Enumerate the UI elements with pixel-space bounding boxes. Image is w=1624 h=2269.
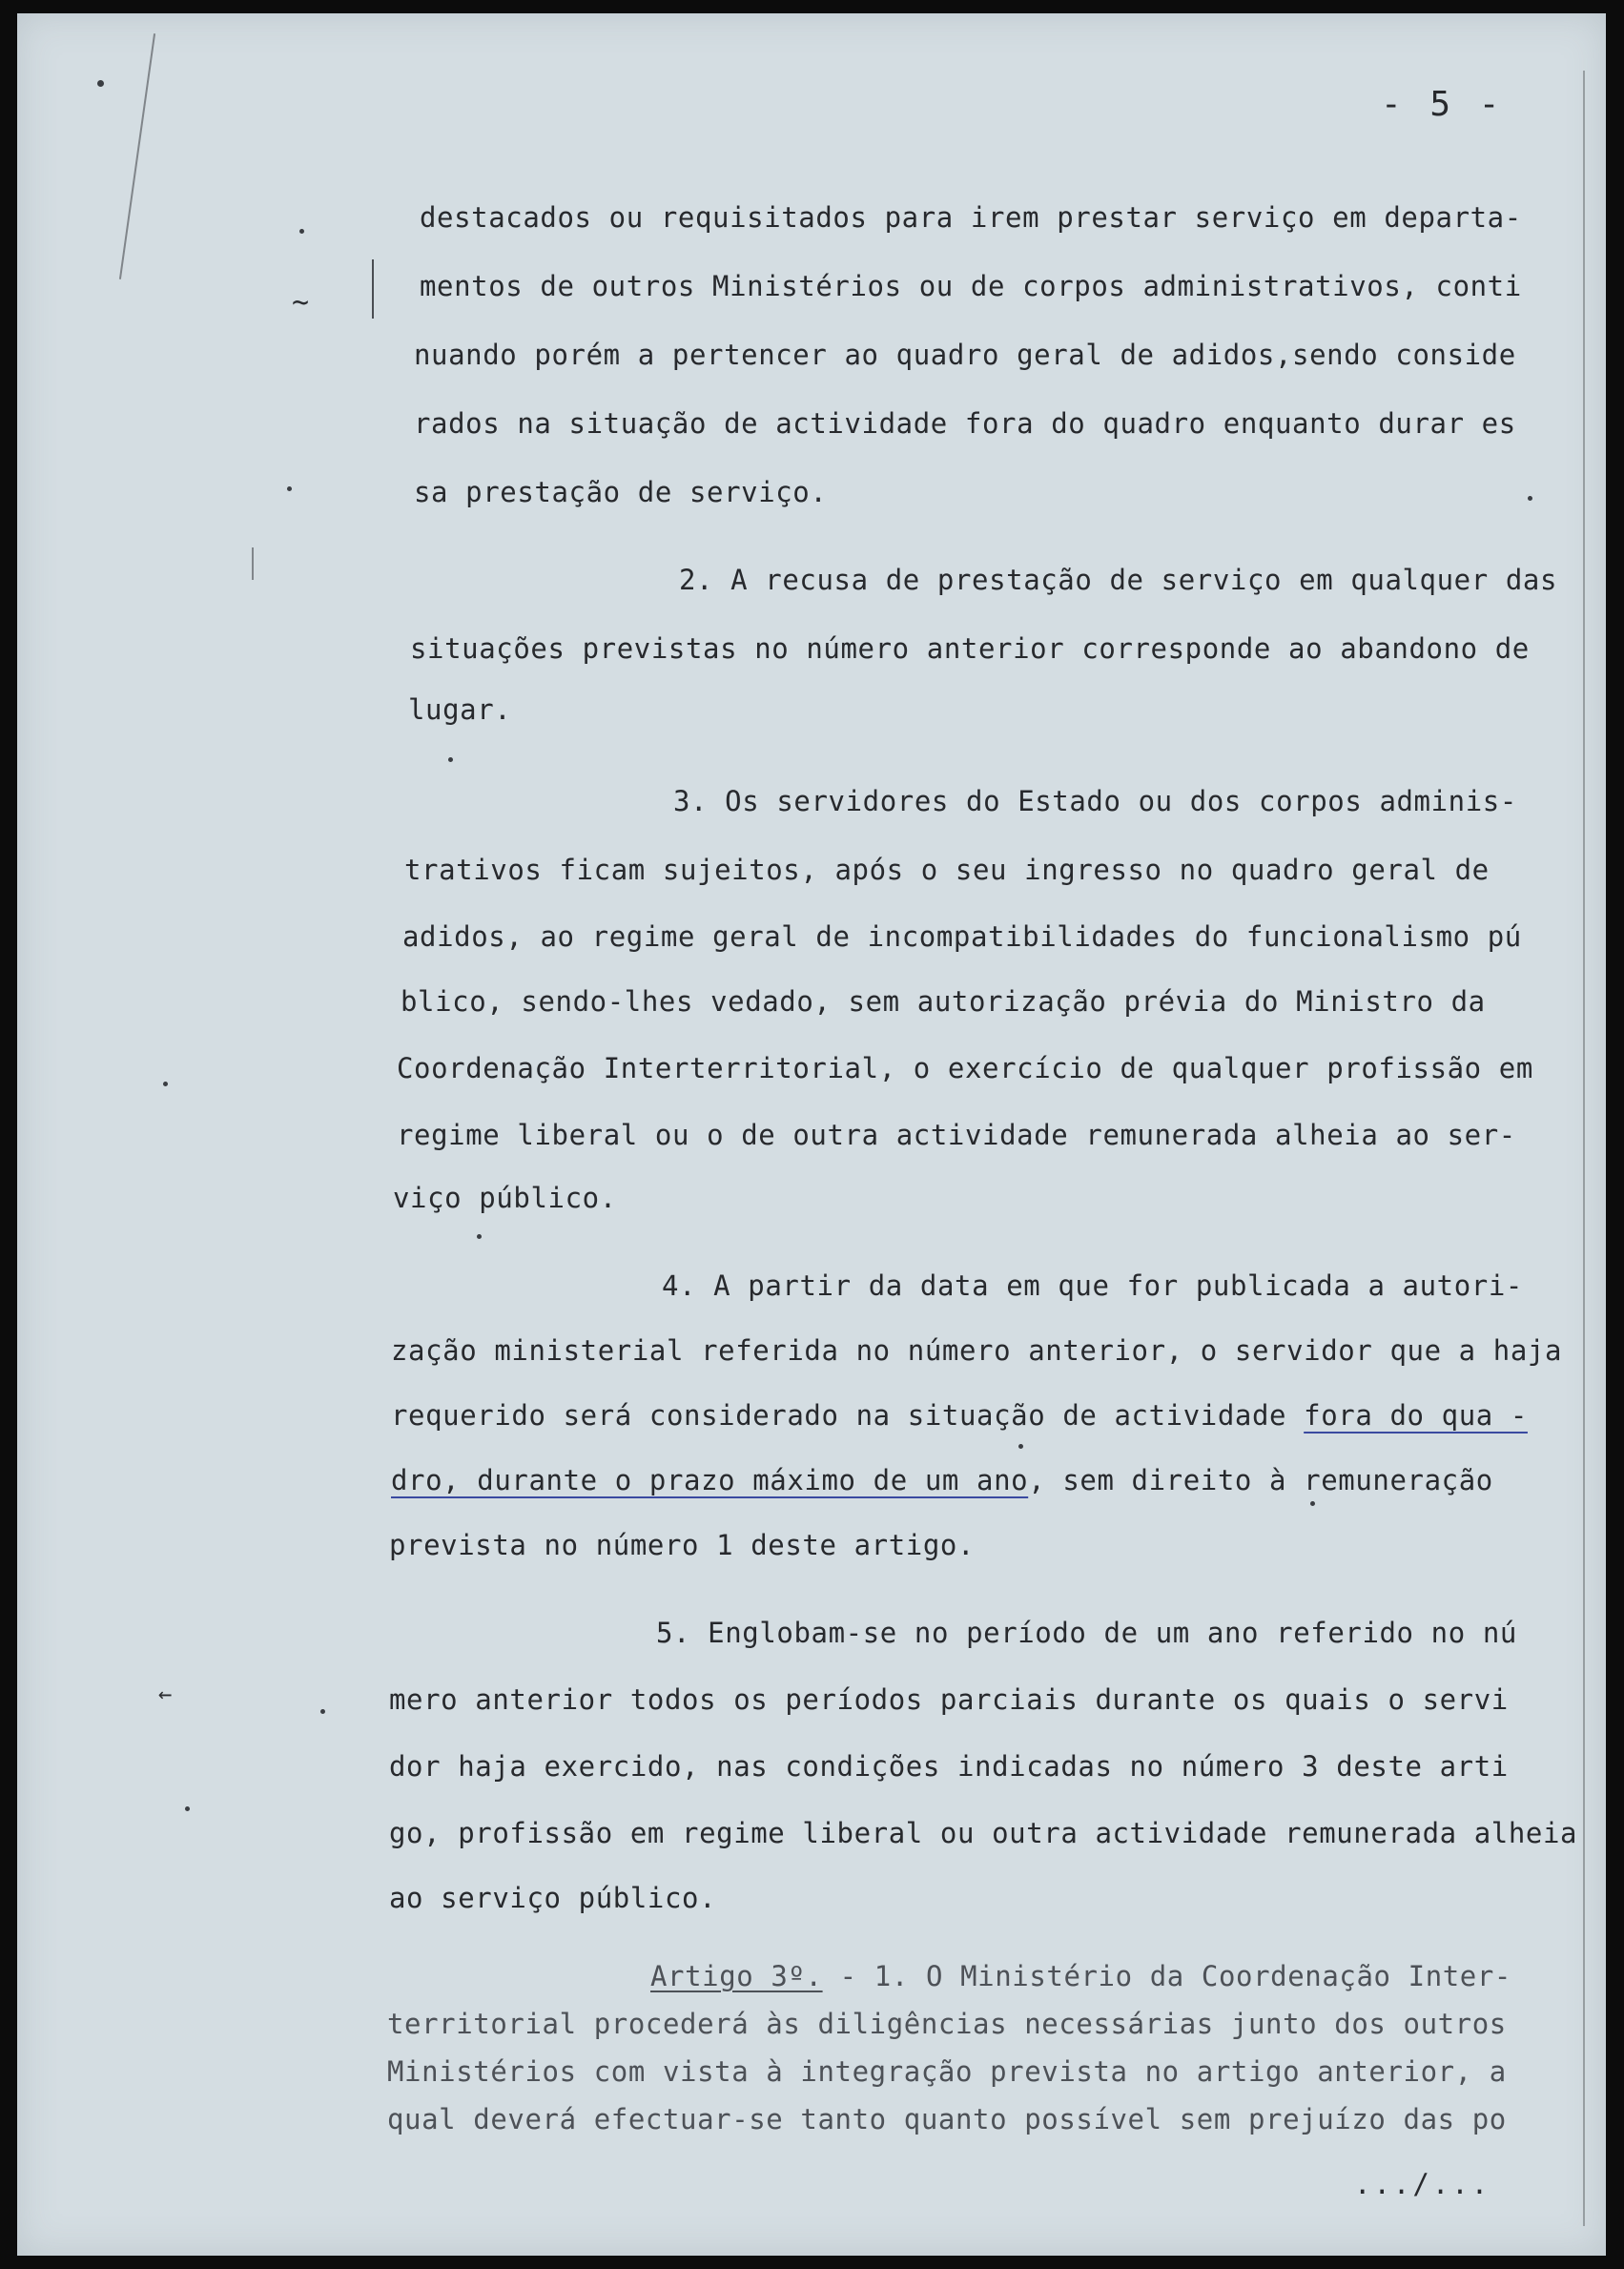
text-line: lugar. [408,693,512,726]
text-line: mentos de outros Ministérios ou de corpos administrativos, conti [420,270,1522,302]
text-line: destacados ou requisitados para irem prestar serviço em departa- [420,201,1522,234]
text-line: rados na situação de actividade fora do quadro enquanto durar es [414,407,1516,440]
article-heading: Artigo 3º. [650,1960,823,1992]
text-line: Coordenação Interterritorial, o exercício de qualquer profissão em [397,1052,1533,1084]
text-line: 5. Englobam-se no período de um ano referido no nú [656,1617,1517,1649]
text-line: blico, sendo-lhes vedado, sem autorização prévia do Ministro da [401,985,1486,1018]
text-segment: requerido será considerado na situação de actividade [391,1399,1305,1432]
text-line: go, profissão em regime liberal ou outra actividade remunerada alheia [389,1817,1578,1849]
text-line: 2. A recusa de prestação de serviço em qualquer das [679,564,1558,596]
article-heading-line [650,1959,1511,1993]
text-line: territorial procederá às diligências necessárias junto dos outros [387,2008,1507,2040]
text-line: dor haja exercido, nas condições indicadas no número 3 deste arti [389,1750,1509,1783]
text-line: situações previstas no número anterior corresponde ao abandono de [410,632,1530,665]
speck [448,757,453,762]
text-line: ao serviço público. [389,1882,717,1914]
speck [97,80,104,87]
text-line: adidos, ao regime geral de incompatibilidades do funcionalismo pú [402,920,1522,953]
text-line: 4. A partir da data em que for publicada a autori- [662,1269,1523,1302]
page-number: - 5 - [1381,85,1504,124]
margin-vertical-mark [252,547,254,580]
text-line: mero anterior todos os períodos parciais durante os quais o servi [389,1683,1509,1716]
speck [299,229,304,234]
text-line: trativos ficam sujeitos, após o seu ingresso no quadro geral de [404,854,1490,886]
text-line: viço público. [393,1182,617,1214]
continuation-marker: .../... [1354,2168,1491,2200]
speck [1310,1501,1315,1506]
text-line-with-underline [391,1398,1528,1433]
speck [320,1709,325,1714]
speck [1528,496,1532,501]
speck [1018,1444,1023,1449]
text-line: qual deverá efectuar-se tanto quanto possível sem prejuízo das po [387,2103,1507,2135]
scan-edge-line [1583,71,1585,2226]
text-segment: - 1. O Ministério da Coordenação Inter- [822,1960,1511,1992]
margin-tilde-mark: ~ [292,286,310,320]
speck [287,486,292,491]
speck [163,1082,168,1086]
text-line: sa prestação de serviço. [414,476,828,508]
margin-arrow-mark: ← [158,1681,173,1707]
text-line: prevista no número 1 deste artigo. [389,1529,976,1561]
speck [185,1806,190,1811]
scan-edge-line [119,33,155,279]
text-line: Ministérios com vista à integração prevista no artigo anterior, a [387,2055,1507,2088]
underlined-phrase: fora do qua - [1304,1399,1528,1432]
text-line: 3. Os servidores do Estado ou dos corpos adminis- [673,785,1517,817]
text-segment: , sem direito à remuneração [1028,1464,1493,1496]
margin-vertical-mark [372,259,374,319]
speck [477,1234,482,1239]
document-page [17,13,1606,2256]
underlined-phrase: dro, durante o prazo máximo de um ano [391,1464,1029,1496]
text-line: zação ministerial referida no número anterior, o servidor que a haja [391,1334,1563,1367]
text-line-with-underline [391,1463,1493,1497]
text-line: regime liberal ou o de outra actividade remunerada alheia ao ser- [397,1119,1516,1151]
text-line: nuando porém a pertencer ao quadro geral de adidos,sendo conside [414,339,1516,371]
